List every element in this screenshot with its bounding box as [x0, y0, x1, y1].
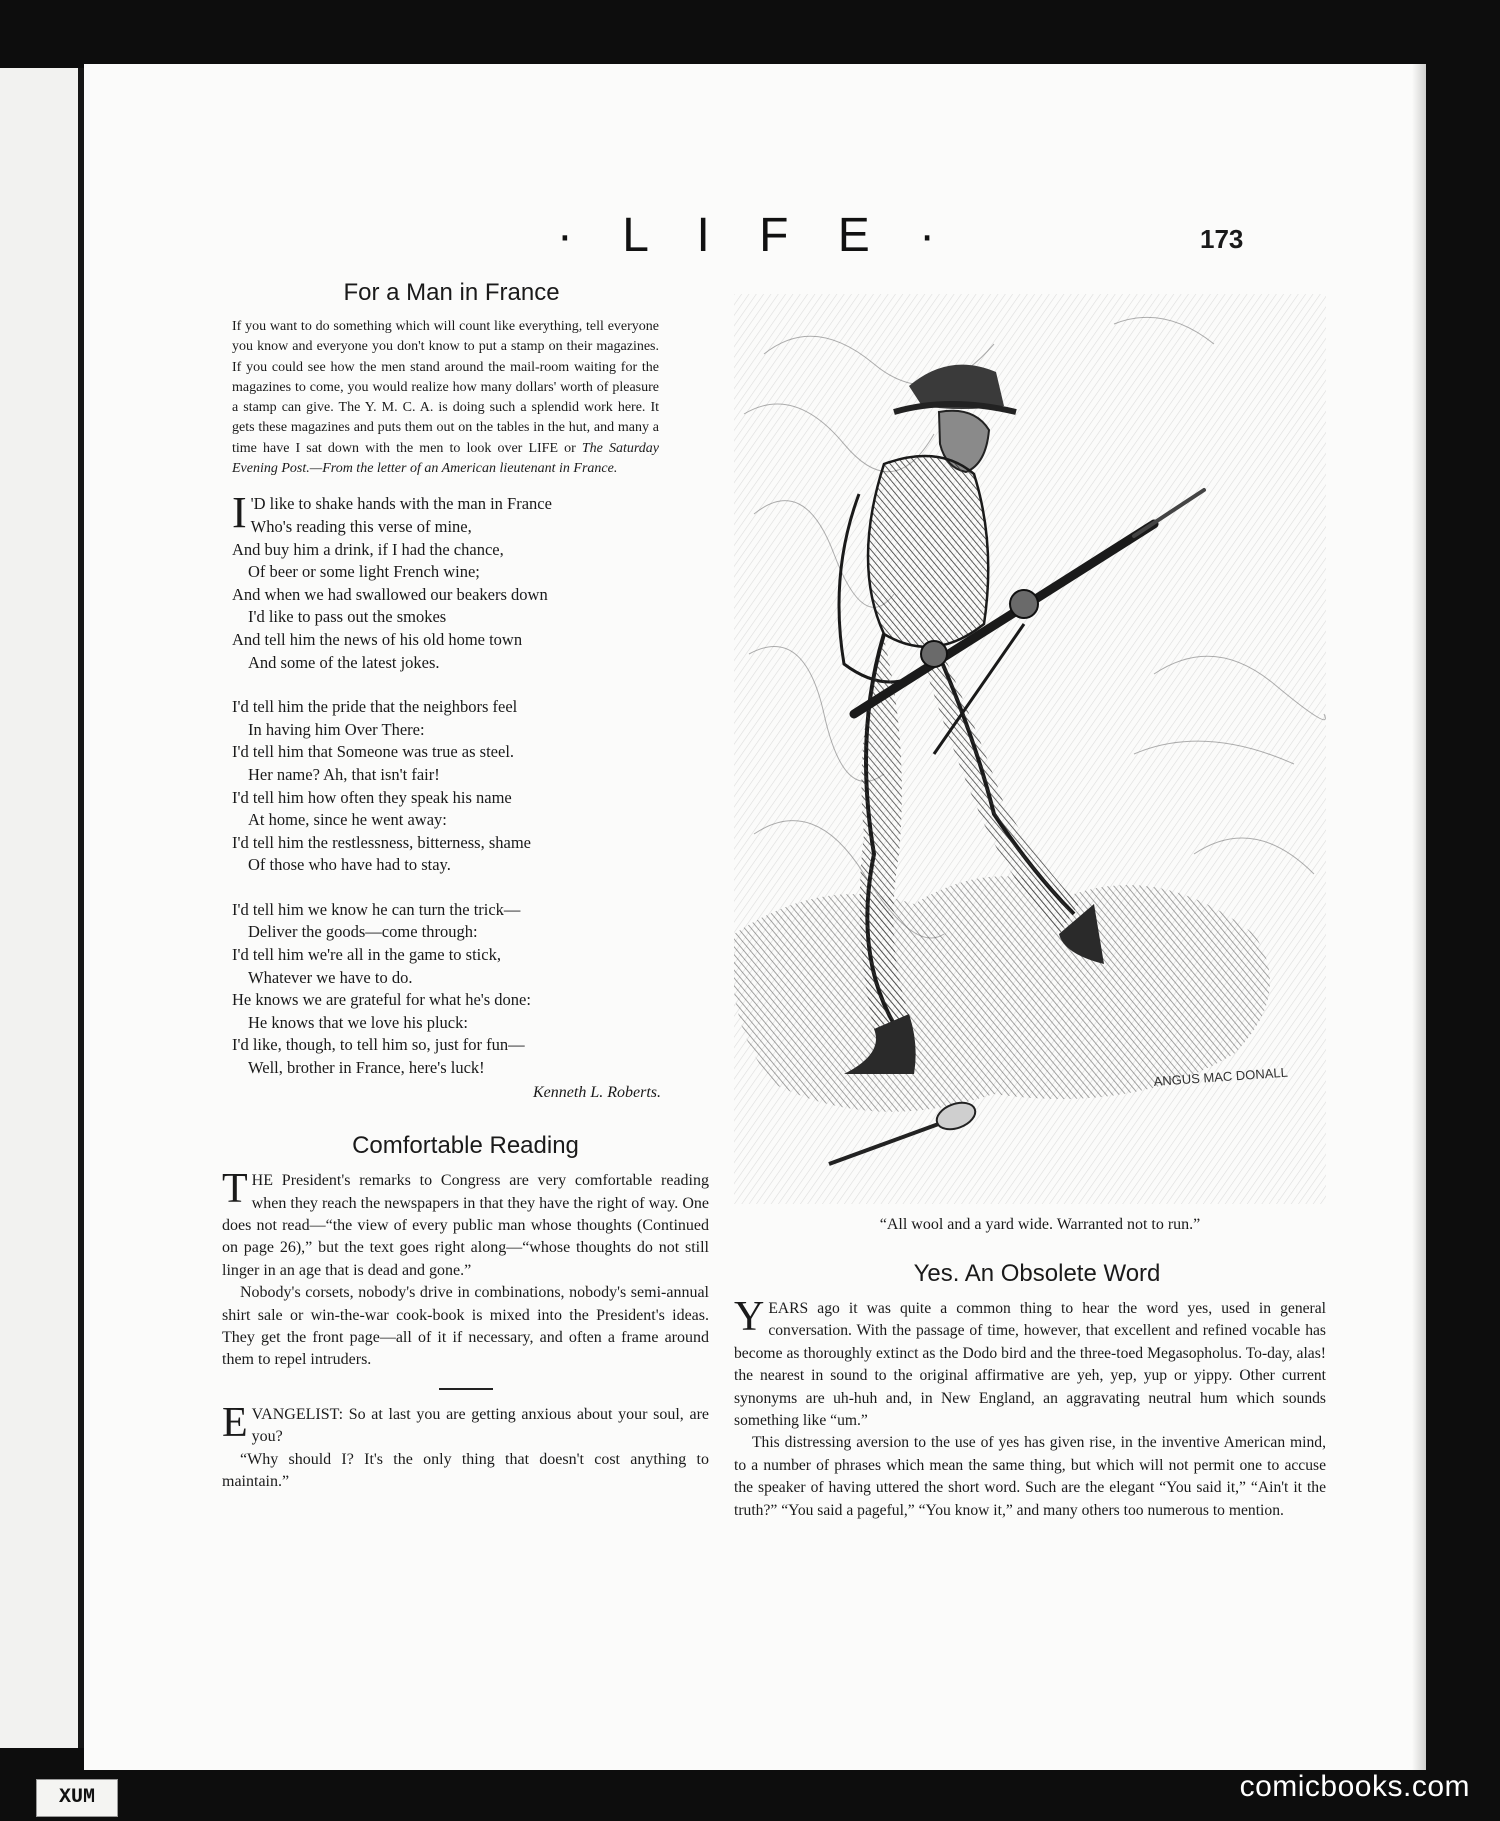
stanza-2 — [232, 696, 709, 877]
paragraph-text: EARS ago it was quite a common thing to hear the word yes, used in general conversation. With the passage of time, however, that excellent and refined vocable has become as thoroughly extinct as the Dodo bird and the three-toed Megasopholus. To-day, alas! the nearest in sound to the original affirmative are yeh, yep, yup or yippy. Other current synonyms are uh-huh and, in New England, an aggravating neutral hum which sounds something like “um.” — [734, 1300, 1326, 1430]
poem-line: Well, brother in France, here's luck! — [248, 1058, 485, 1078]
drop-cap: I — [232, 488, 247, 538]
stanza-1 — [232, 488, 709, 674]
poem-line: Whatever we have to do. — [248, 967, 413, 987]
scan-source-badge: XUM — [36, 1779, 118, 1817]
article-paragraph — [222, 1166, 709, 1282]
article-for-a-man-in-france — [194, 279, 709, 1104]
poem-line: I'd like to pass out the smokes — [248, 607, 447, 627]
artist-signature: ANGUS MAC DONALL — [1153, 1064, 1289, 1089]
headline-yes-an-obsolete-word: Yes. An Obsolete Word — [913, 1260, 1161, 1287]
left-page-edge — [0, 68, 84, 1748]
page-number: 173 — [1200, 224, 1244, 254]
poem-line: I'd tell him the restlessness, bitterness, shame — [232, 832, 531, 852]
poem-line: Of beer or some light French wine; — [248, 562, 480, 582]
left-column — [194, 279, 709, 1494]
joke-question — [222, 1399, 709, 1449]
poem-line: I'd tell him how often they speak his name — [232, 787, 512, 807]
illustration-caption: “All wool and a yard wide. Warranted not to run.” — [879, 1216, 1201, 1233]
poem-line: He knows we are grateful for what he's done: — [232, 990, 531, 1010]
article-comfortable-reading — [194, 1132, 709, 1493]
magazine-page — [84, 64, 1426, 1770]
soldier-drawing — [734, 294, 1326, 1204]
poem-line: I'd like, though, to tell him so, just for fun— — [232, 1035, 525, 1055]
poem-line: 'D like to shake hands with the man in France — [250, 494, 552, 514]
site-watermark: comicbooks.com — [1239, 1770, 1470, 1803]
article-yes-an-obsolete-word — [734, 1260, 1326, 1522]
joke-answer: “Why should I? It's the only thing that doesn't cost anything to maintain.” — [222, 1450, 709, 1491]
article-paragraph: This distressing aversion to the use of yes has given rise, in the inventive American mind, to a number of phrases which mean the same thing, but which will not permit one to accuse the speaker of having uttered the short word. Such are the elegant “You said it,” “Ain't it the truth?” “You said a pageful,” “You know it,” and many others too numerous to mention. — [734, 1434, 1326, 1519]
article-paragraph — [734, 1294, 1326, 1432]
poem-line: I'd tell him the pride that the neighbors feel — [232, 697, 518, 717]
poem-line: Her name? Ah, that isn't fair! — [248, 764, 440, 784]
paragraph-text: HE President's remarks to Congress are very comfortable reading when they reach the newspapers in that they have the right of way. One does not read—“the view of every public man whose thoughts (Continued on page 26),” but the text goes right along—“whose thoughts do not still linger in an age that is dead and gone.” — [222, 1172, 709, 1279]
article-intro — [194, 317, 709, 479]
intro-text: If you want to do something which will count like everything, tell everyone you know and everyone you don't know to put a stamp on their magazines. If you could see how the men stand around the mail-room waiting for the magazines to come, you would realize how many dollars' worth of pleasure a stamp can give. The Y. M. C. A. is doing such a splendid work here. It gets these magazines and puts them out on the tables in the hut, and many a time have I sat down with the men to look over LIFE or — [232, 319, 659, 456]
poem-line: I'd tell him we know he can turn the trick— — [232, 899, 521, 919]
poem-line: And buy him a drink, if I had the chance, — [232, 539, 504, 559]
poem-author: Kenneth L. Roberts. — [533, 1083, 661, 1101]
poem-line: I'd tell him we're all in the game to stick, — [232, 945, 501, 965]
section-divider — [439, 1388, 493, 1390]
poem-line: Who's reading this verse of mine, — [250, 516, 472, 536]
poem-line: I'd tell him that Someone was true as steel. — [232, 742, 515, 762]
soldier-illustration — [734, 294, 1326, 1204]
poem-line: And some of the latest jokes. — [248, 652, 440, 672]
joke-text: VANGELIST: So at last you are getting anxious about your soul, are you? — [251, 1405, 709, 1446]
intro-italic-text: The Saturday Evening Post.—From the letter of an American lieutenant in France. — [232, 440, 660, 477]
page-gutter-shadow — [1412, 64, 1426, 1770]
poem-line: In having him Over There: — [248, 719, 425, 739]
drop-cap: Y — [734, 1294, 765, 1340]
masthead-title: · L I F E · — [556, 209, 954, 262]
headline-comfortable-reading: Comfortable Reading — [352, 1132, 579, 1160]
headline-for-a-man-in-france: For a Man in France — [343, 279, 560, 306]
poem-line: And when we had swallowed our beakers down — [232, 584, 548, 604]
poem-line: He knows that we love his pluck: — [248, 1012, 468, 1032]
poem-line: And tell him the news of his old home town — [232, 629, 523, 649]
article-paragraph: Nobody's corsets, nobody's drive in combinations, nobody's semi-annual shirt sale or win-the-war cook-book is mixed into the President's ideas. They get the front page—all of it if necessary, and often a frame around them to repel intruders. — [222, 1284, 709, 1369]
drop-cap: E — [222, 1399, 248, 1446]
poem-line: Of those who have had to stay. — [248, 855, 451, 875]
right-column — [734, 294, 1326, 1522]
stanza-3 — [232, 899, 709, 1080]
poem — [194, 488, 709, 1104]
poem-line: At home, since he went away: — [248, 810, 447, 830]
drop-cap: T — [222, 1166, 248, 1213]
poem-line: Deliver the goods—come through: — [248, 922, 478, 942]
